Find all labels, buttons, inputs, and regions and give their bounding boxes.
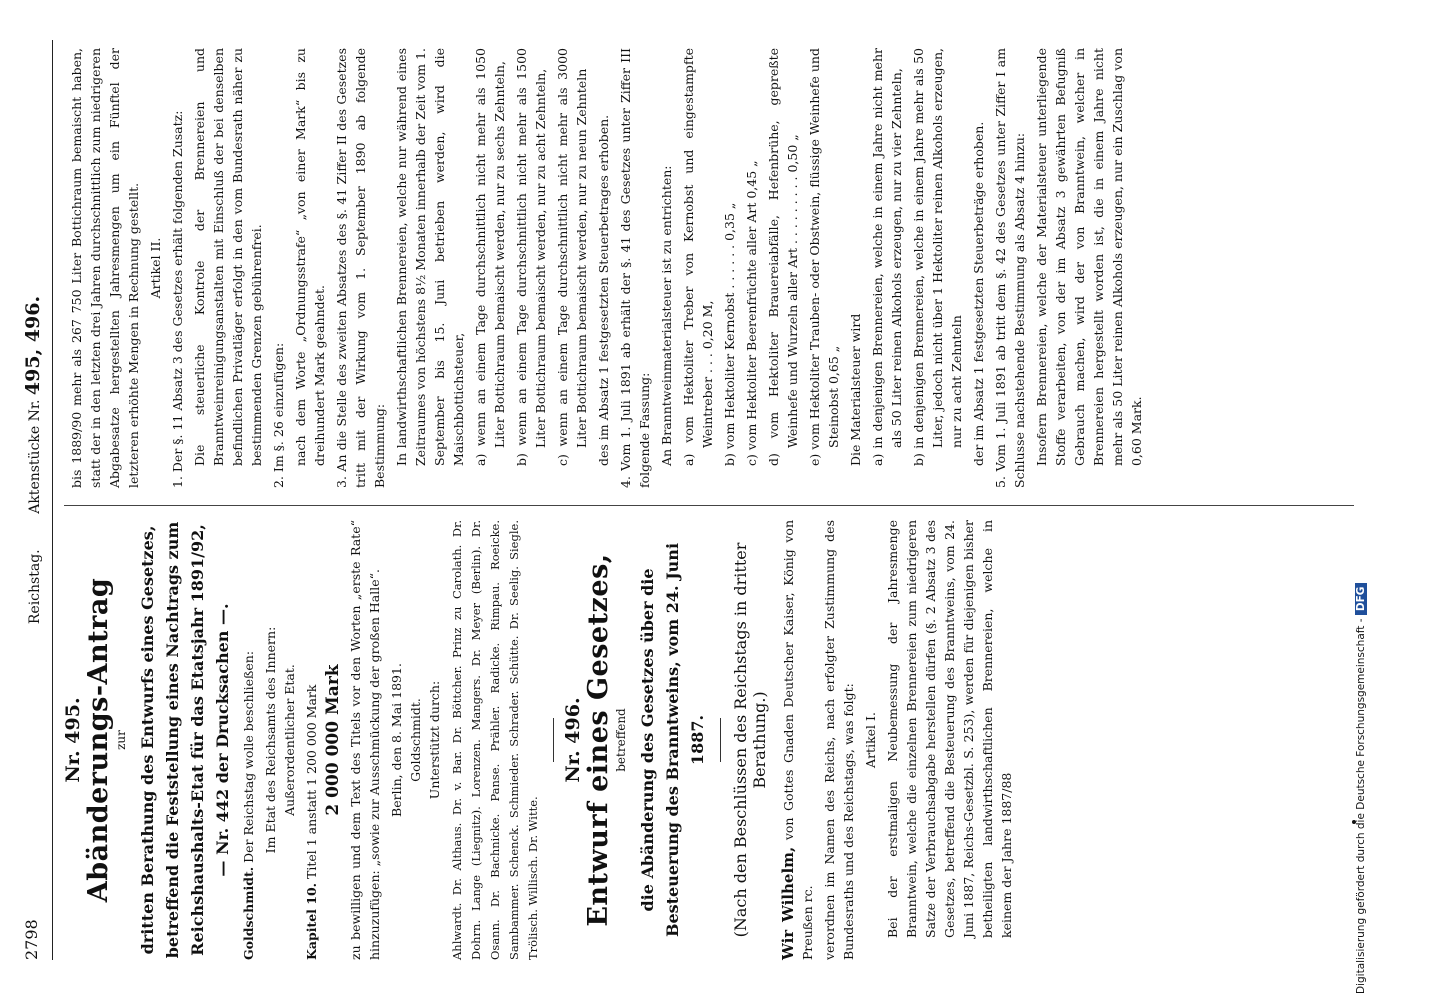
item-4d: d) vom Hektoliter Brauereiabfälle, Hefenbrühe, gepreßte Weinhefe und Wurzeln aller Art . . . . . . . . . 0,50 „	[766, 48, 800, 466]
separator	[553, 718, 554, 762]
item-3b: b) wenn an einem Tage durchschnittlich nicht mehr als 1500 Liter Bottichraum bemaischt werden, nur zu acht Zehnteln,	[514, 48, 548, 466]
item-1: 1. Der §. 11 Absatz 3 des Gesetzes erhält folgenden Zusatz:	[170, 110, 185, 488]
reading-note: (Nach den Beschlüssen des Reichstags in dritter Berathung.)	[731, 542, 769, 938]
item-4-end: der im Absatz 1 festgesetzten Steuerbeträge erhoben.	[971, 121, 986, 466]
document-number-496: Nr. 496.	[562, 697, 584, 783]
item-3-end: des im Absatz 1 festgesetzten Steuerbetrages erhoben.	[596, 114, 611, 466]
goldschmidt-text: Der Reichstag wolle beschließen:	[241, 650, 256, 863]
item-2: 2. Im §. 26 einzufügen:	[271, 342, 286, 488]
article-2-heading: Artikel II.	[148, 237, 163, 299]
item-4b: b) vom Hektoliter Kernobst . . . . . . 0,35 „	[722, 202, 737, 466]
item-2-quote: nach dem Worte „Ordnungsstrafe“ „von einer Mark“ bis zu dreihundert Mark geahndet.	[293, 48, 327, 466]
kapitel-line	[302, 520, 321, 960]
item-5: 5. Vom 1. Juli 1891 ab tritt dem §. 42 des Gesetzes unter Ziffer I am Schlusse nachstehende Bestimmung als Absatz 4 hinzu:	[993, 48, 1027, 488]
bewilligen-text: zu bewilligen und dem Text des Titels vor den Worten „erste Rate“ hinzuzufügen: „sowie zur Ausschmückung der großen Halle“.	[348, 520, 382, 960]
header-left-label: Reichstag.	[27, 549, 43, 625]
left-column	[64, 520, 1019, 960]
item-3-quote: In landwirthschaftlichen Brennereien, welche nur während eines Zeitraumes von höchstens 8½ Monaten innerhalb der Zeit vom 1. September bis 15. Juni betrieben werden, wird die Maischbottichsteuer,	[394, 48, 466, 466]
header-rule	[52, 40, 53, 960]
decree-text: verordnen im Namen des Reichs, nach erfolgter Zustimmung des Bundesraths und des Reichstags, was folgt:	[822, 520, 856, 960]
credit-text: Digitalisierung gefördert durch die Deutsche Forschungsgemeinschaft -	[1355, 618, 1367, 994]
kapitel-label: Kapitel 10.	[304, 882, 319, 960]
separator-2	[720, 718, 721, 762]
signer: Goldschmidt.	[408, 698, 423, 782]
column-divider	[64, 505, 1354, 506]
header-document-numbers: 495, 496.	[22, 295, 44, 396]
emperor-name: Wir Wilhelm,	[779, 846, 797, 960]
zur-label: zur	[114, 730, 128, 750]
header-title	[22, 280, 44, 640]
kapitel-text: Titel 1 anstatt 1 200 000 Mark	[304, 684, 319, 879]
amendment-subtitle: dritten Berathung des Entwurfs eines Gesetzes, betreffend die Feststellung eines Nachtrags zum Reichshaushalts-Etat für das Etatsjahr 1891/92, — Nr. 442 der Drucksachen —.	[138, 521, 232, 959]
item-3a: a) wenn an einem Tage durchschnittlich nicht mehr als 1050 Liter Bottichraum bemaischt werden, nur zu sechs Zehnteln,	[473, 48, 507, 466]
item-4-material-a: a) in denjenigen Brennereien, welche in einem Jahre nicht mehr als 50 Liter reinen Alkohols erzeugen, nur zu vier Zehnteln,	[870, 48, 904, 466]
emperor-line	[779, 520, 817, 960]
goldschmidt-motion	[239, 520, 258, 960]
goldschmidt-label: Goldschmidt.	[241, 866, 256, 960]
page-number: 2798	[22, 919, 41, 960]
digitization-credit	[1355, 6, 1367, 994]
etat-line: Im Etat des Reichsamts des Innern:	[263, 626, 278, 854]
item-3c: c) wenn an einem Tage durchschnittlich nicht mehr als 3000 Liter Bottichraum bemaischt werden, nur zu neun Zehnteln	[555, 48, 589, 466]
article-1-heading: Artikel I.	[863, 712, 878, 768]
emperor-title: von Gottes Gnaden Deutscher Kaiser, König von Preußen rc.	[781, 520, 815, 960]
page-header	[22, 40, 52, 960]
item-4e: e) vom Hektoliter Trauben- oder Obstwein, flüssige Weinhefe und Steinobst 0,65 „	[807, 48, 841, 466]
item-4-quote: An Branntweinmaterialsteuer ist zu entrichten:	[659, 165, 674, 466]
betreffend-label: betreffend	[614, 708, 628, 772]
article-1-text: Bei der erstmaligen Neubemessung der Jahresmenge Branntwein, welche die einzelnen Brennereien zum niedrigeren Satze der Verbrauchsabgabe herstellen dürfen (§. 2 Absatz 3 des Gesetzes, betreffend die Besteuerung des Branntweins, vom 24. Juni 1887, Reichs-Gesetzbl. S. 253), werden für diejenigen bisher betheiligten landwirthschaftlichen Brennereien, welche in keinem der Jahre 1887/88	[885, 520, 1014, 938]
item-5-quote: Insofern Brennereien, welche der Materialsteuer unterliegende Stoffe verarbeiten, von der im Absatz 3 gewährten Befugniß Gebrauch machen, wird der von Branntwein, welcher in Brennereien hergestellt worden ist, die in einem Jahre nicht mehr als 50 Liter reinen Alkohols erzeugen, nur ein Zuschlag von 0,60 Mark.	[1034, 48, 1144, 466]
extraordinary-etat: Außerordentlicher Etat.	[282, 664, 297, 816]
item-4-material-b: b) in denjenigen Brennereien, welche in einem Jahre mehr als 50 Liter, jedoch nicht über 1 Hektoliter reinen Alkohols erzeugen, nur zu acht Zehnteln	[911, 48, 964, 466]
item-4c: c) vom Hektoliter Beerenfrüchte aller Art 0,45 „	[744, 160, 759, 466]
bill-title: Entwurf eines Gesetzes,	[583, 553, 614, 927]
dfg-logo: DFG	[1355, 583, 1367, 616]
item-4a: a) vom Hektoliter Treber von Kernobst und eingestampfte Weintreber . . . 0,20 M,	[681, 48, 715, 466]
item-1-quote: Die steuerliche Kontrole der Brennereien und Branntweinreinigungsanstalten mit Einschluß der bei denselben befindlichen Privatläger erfolgt in den vom Bundesrath näher zu bestimmenden Grenzen gebührenfrei.	[192, 48, 264, 466]
supported-by-label: Unterstützt durch:	[427, 680, 442, 800]
item-4-material: Die Materialsteuer wird	[848, 313, 863, 466]
header-middle-prefix: Aktenstücke Nr.	[27, 399, 43, 514]
article-1-continuation: bis 1889/90 mehr als 267 750 Liter Bottichraum bemaischt haben, statt der in den letzten drei Jahren durchschnittlich zum niedrigeren Abgabesatze hergestellten Jahresmengen um ein Fünftel der letzteren erhöhte Mengen in Rechnung gestellt.	[69, 48, 141, 488]
item-4: 4. Vom 1. Juli 1891 ab erhält der §. 41 des Gesetzes unter Ziffer III folgende Fassung:	[618, 48, 652, 488]
right-column	[64, 48, 1149, 488]
amount: 2 000 000 Mark	[323, 664, 343, 816]
place-date: Berlin, den 8. Mai 1891.	[389, 663, 404, 817]
document-number-495: Nr. 495.	[62, 697, 84, 783]
item-3: 3. An die Stelle des zweiten Absatzes des §. 41 Ziffer II des Gesetzes tritt mit der Wirkung vom 1. September 1890 ab folgende Bestimmung:	[334, 48, 387, 488]
bill-subtitle: die Abänderung des Gesetzes über die Besteuerung des Branntweins, vom 24. Juni 1887.	[638, 542, 707, 938]
supporters-list: Ahlwardt. Dr. Althaus. Dr. v. Bar. Dr. Böttcher. Prinz zu Carolath. Dr. Dohrn. Lange (Liegnitz). Lorenzen. Mangers. Dr. Meyer (Berlin). Dr. Osann. Dr. Bachnicke. Panse. Prähler. Radicke. Rimpau. Roeicke. Sambammer. Schenck. Schmieder. Schrader. Schütte. Dr. Seelig. Siegle. Trölisch. Willisch. Dr. Witte.	[450, 520, 540, 960]
amendment-title: Abänderungs-Antrag	[83, 577, 114, 903]
